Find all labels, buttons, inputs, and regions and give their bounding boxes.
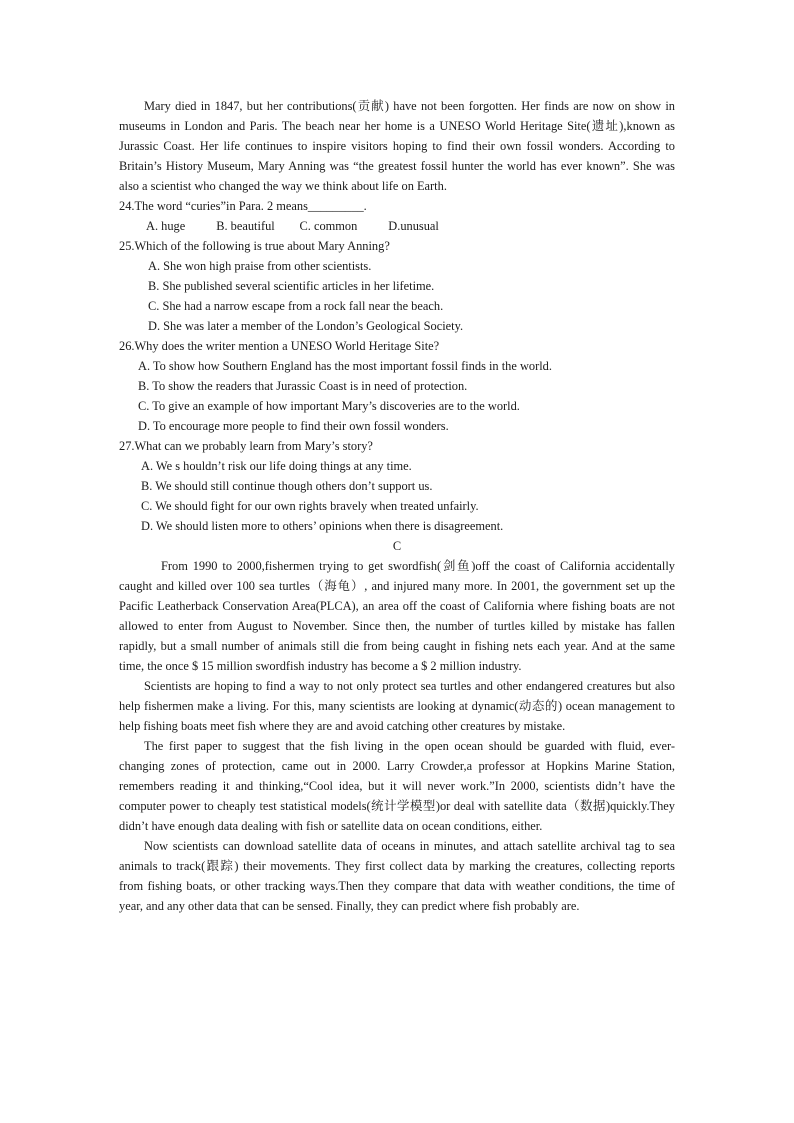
question-26-option-d: D. To encourage more people to find their own fossil wonders. [138, 419, 449, 433]
question-26-stem: 26.Why does the writer mention a UNESO World Heritage Site? [119, 339, 440, 353]
section-label: C [392, 539, 402, 553]
question-27-option-d: D. We should listen more to others’ opinions when there is disagreement. [141, 519, 504, 533]
question-27-option-a: A. We s houldn’t risk our life doing things at any time. [141, 459, 412, 473]
question-24-options: A. huge B. beautiful C. common D.unusual [146, 219, 439, 233]
question-27-option-c: C. We should fight for our own rights bravely when treated unfairly. [141, 499, 479, 513]
question-25-option-d: D. She was later a member of the London’s Geological Society. [148, 319, 464, 333]
document-page [119, 96, 675, 916]
passage-c-paragraph-2: Scientists are hoping to find a way to not only protect sea turtles and other endangered creatures but also help fishermen make a living. For this, many scientists are looking at dynamic(动态的) ocean management to help fishing boats meet fish where they are and avoid catching other creatures by mistake. [119, 679, 675, 733]
passage-c-paragraph-3: The first paper to suggest that the fish living in the open ocean should be guarded with fluid, ever-changing zones of protection, came out in 2000. Larry Crowder,a professor at Hopkins Marine Station, remembers reading it and thinking,“Cool idea, but it will never work.”In 2000, scientists didn’t have the computer power to cheaply test statistical models(统计学模型)or deal with satellite data（数据)quickly.They didn’t have enough data dealing with fish or satellite data on ocean conditions, either. [119, 739, 675, 833]
question-27-stem: 27.What can we probably learn from Mary’s story? [119, 439, 373, 453]
question-24-stem: 24.The word “curies”in Para. 2 means_________. [119, 199, 367, 213]
question-25-option-a: A. She won high praise from other scientists. [148, 259, 372, 273]
question-25-option-b: B. She published several scientific articles in her lifetime. [148, 279, 435, 293]
question-26-option-c: C. To give an example of how important Mary’s discoveries are to the world. [138, 399, 520, 413]
question-26-option-a: A. To show how Southern England has the most important fossil finds in the world. [138, 359, 552, 373]
question-27-option-b: B. We should still continue though others don’t support us. [141, 479, 433, 493]
passage-b-paragraph: Mary died in 1847, but her contributions(贡献) have not been forgotten. Her finds are now on show in museums in London and Paris. The beach near her home is a UNESO World Heritage Site(遗址),known as Jurassic Coast. Her life continues to inspire visitors hoping to find their own fossil wonders. According to Britain’s History Museum, Mary Anning was “the greatest fossil hunter the world has ever known”. She was also a scientist who changed the way we think about life on Earth. [119, 99, 675, 193]
question-25-option-c: C. She had a narrow escape from a rock fall near the beach. [148, 299, 444, 313]
passage-c-paragraph-1: From 1990 to 2000,fishermen trying to get swordfish(剑鱼)off the coast of California accidentally caught and killed over 100 sea turtles（海龟）, and injured many more. In 2001, the government set up the Pacific Leatherback Conservation Area(PLCA), an area off the coast of California where fishing boats are not allowed to enter from August to November. Since then, the number of turtles killed by mistake has fallen rapidly, but a small number of animals still die from being caught in fishing nets each year. And at the same time, the once $ 15 million swordfish industry has become a $ 2 million industry. [119, 559, 675, 673]
passage-c-paragraph-4: Now scientists can download satellite data of oceans in minutes, and attach satellite archival tag to sea animals to track(跟踪) their movements. They first collect data by marking the creatures, collecting reports from fishing boats, or other tracking ways.Then they compare that data with weather conditions, the time of year, and any other data that can be sensed. Finally, they can predict where fish probably are. [119, 839, 675, 913]
question-26-option-b: B. To show the readers that Jurassic Coast is in need of protection. [138, 379, 468, 393]
question-25-stem: 25.Which of the following is true about Mary Anning? [119, 239, 390, 253]
